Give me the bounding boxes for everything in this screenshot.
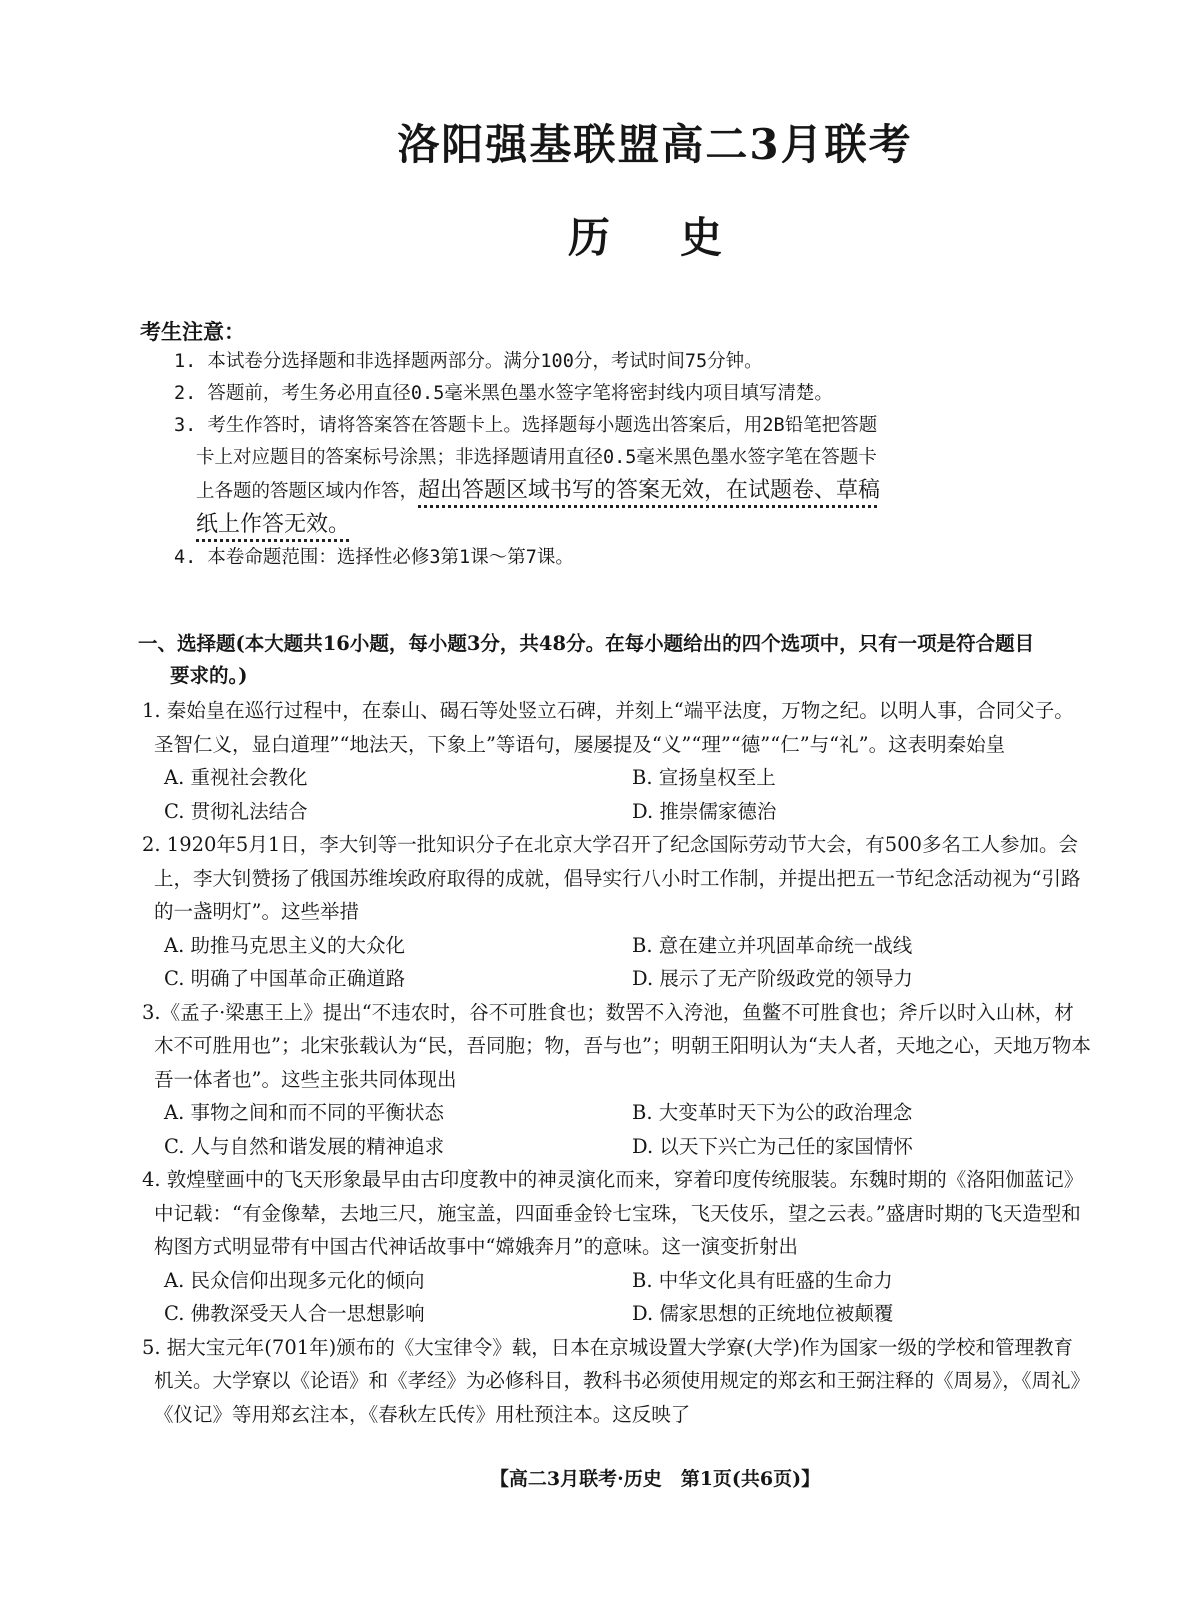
question-list	[142, 694, 1092, 1431]
option-a: A. 民众信仰出现多元化的倾向	[164, 1268, 425, 1292]
option-d: D. 展示了无产阶级政党的领导力	[632, 967, 913, 990]
subject-title: 历史	[567, 213, 792, 262]
question-2	[142, 828, 1092, 996]
exam-title: 洛阳强基联盟高二3月联考	[397, 120, 913, 169]
notice-list	[174, 346, 894, 574]
option-c: C. 明确了中国革命正确道路	[164, 967, 406, 990]
section-heading-line-2: 要求的。)	[170, 664, 248, 687]
question-stem: 1. 秦始皇在巡行过程中，在泰山、碣石等处竖立石碑，并刻上“端平法度，万物之纪。以明人事，合同父子。圣智仁义，显白道理”“地法天，下象上”等语句，屡屡提及“义”“理”“德”“仁”与“礼”。这表明秦始皇	[142, 699, 1074, 756]
notice-item-1: 1. 本试卷分选择题和非选择题两部分。满分100分，考试时间75分钟。	[174, 351, 763, 372]
question-stem: 2. 1920年5月1日，李大钊等一批知识分子在北京大学召开了纪念国际劳动节大会，有500多名工人参加。会上，李大钊赞扬了俄国苏维埃政府取得的成就，倡导实行八小时工作制，并提出把五一节纪念活动视为“引路的一盏明灯”。这些举措	[142, 833, 1081, 923]
notice-item-3	[174, 410, 894, 542]
option-b: B. 大变革时天下为公的政治理念	[632, 1101, 913, 1124]
question-3	[142, 996, 1092, 1164]
option-c: C. 佛教深受天人合一思想影响	[164, 1302, 425, 1325]
notice-heading: 考生注意：	[140, 319, 245, 344]
question-options	[142, 1264, 1092, 1331]
option-d: D. 推崇儒家德治	[632, 799, 777, 823]
page-footer: 【高二3月联考·历史 第1页(共6页)】	[489, 1468, 821, 1490]
question-options	[142, 929, 1092, 996]
question-5	[142, 1331, 1092, 1432]
section-heading-line-1: 一、选择题(本大题共16小题，每小题3分，共48分。在每小题给出的四个选项中，只有一项是符合题目	[138, 632, 1035, 655]
option-d: D. 以天下兴亡为己任的家国情怀	[632, 1134, 913, 1158]
question-4	[142, 1163, 1092, 1331]
notice-item-2: 2. 答题前，考生务必用直径0.5毫米黑色墨水签字笔将密封线内项目填写清楚。	[174, 383, 833, 404]
option-b: B. 宣扬皇权至上	[632, 766, 776, 789]
option-d: D. 儒家思想的正统地位被颠覆	[632, 1302, 894, 1325]
question-options	[142, 1096, 1092, 1163]
option-b: B. 意在建立并巩固革命统一战线	[632, 933, 913, 957]
notice-item-3-text: 3. 考生作答时，请将答案答在答题卡上。选择题每小题选出答案后，用2B铅笔把答题卡上对应题目的答案标号涂黑；非选择题请用直径0.5毫米黑色墨水签字笔在答题卡上各题的答题区域内作答，	[174, 415, 878, 502]
question-stem: 5. 据大宝元年(701年)颁布的《大宝律令》载，日本在京城设置大学寮(大学)作为国家一级的学校和管理教育机关。大学寮以《论语》和《孝经》为必修科目，教科书必须使用规定的郑玄和王弼注释的《周易》，《周礼》《仪记》等用郑玄注本，《春秋左氏传》用杜预注本。这反映了	[142, 1335, 1091, 1426]
option-b: B. 中华文化具有旺盛的生命力	[632, 1268, 893, 1292]
question-1	[142, 694, 1092, 828]
question-options	[142, 761, 1092, 828]
option-a: A. 助推马克思主义的大众化	[164, 933, 405, 957]
section-heading	[138, 628, 1098, 692]
option-a: A. 重视社会教化	[164, 766, 308, 789]
question-stem: 3.《孟子·梁惠王上》提出“不违农时，谷不可胜食也；数罟不入洿池，鱼鳖不可胜食也；斧斤以时入山林，材木不可胜用也”；北宋张载认为“民，吾同胞；物，吾与也”；明朝王阳明认为“夫人者，天地之心，天地万物本吾一体者也”。这些主张共同体现出	[142, 1000, 1091, 1091]
notice-item-4: 4. 本卷命题范围：选择性必修3第1课～第7课。	[174, 547, 574, 568]
option-c: C. 贯彻礼法结合	[164, 799, 308, 823]
option-a: A. 事物之间和而不同的平衡状态	[164, 1101, 444, 1124]
notice-item-3-emphasis: 超出答题区域书写的答案无效，在试题卷、草稿纸上作答无效。	[196, 477, 881, 536]
option-c: C. 人与自然和谐发展的精神追求	[164, 1134, 445, 1158]
question-stem: 4. 敦煌壁画中的飞天形象最早由古印度教中的神灵演化而来，穿着印度传统服装。东魏时期的《洛阳伽蓝记》中记载：“有金像辇，去地三尺，施宝盖，四面垂金铃七宝珠，飞天伎乐，望之云表。”盛唐时期的飞天造型和构图方式明显带有中国古代神话故事中“嫦娥奔月”的意味。这一演变折射出	[142, 1168, 1084, 1258]
